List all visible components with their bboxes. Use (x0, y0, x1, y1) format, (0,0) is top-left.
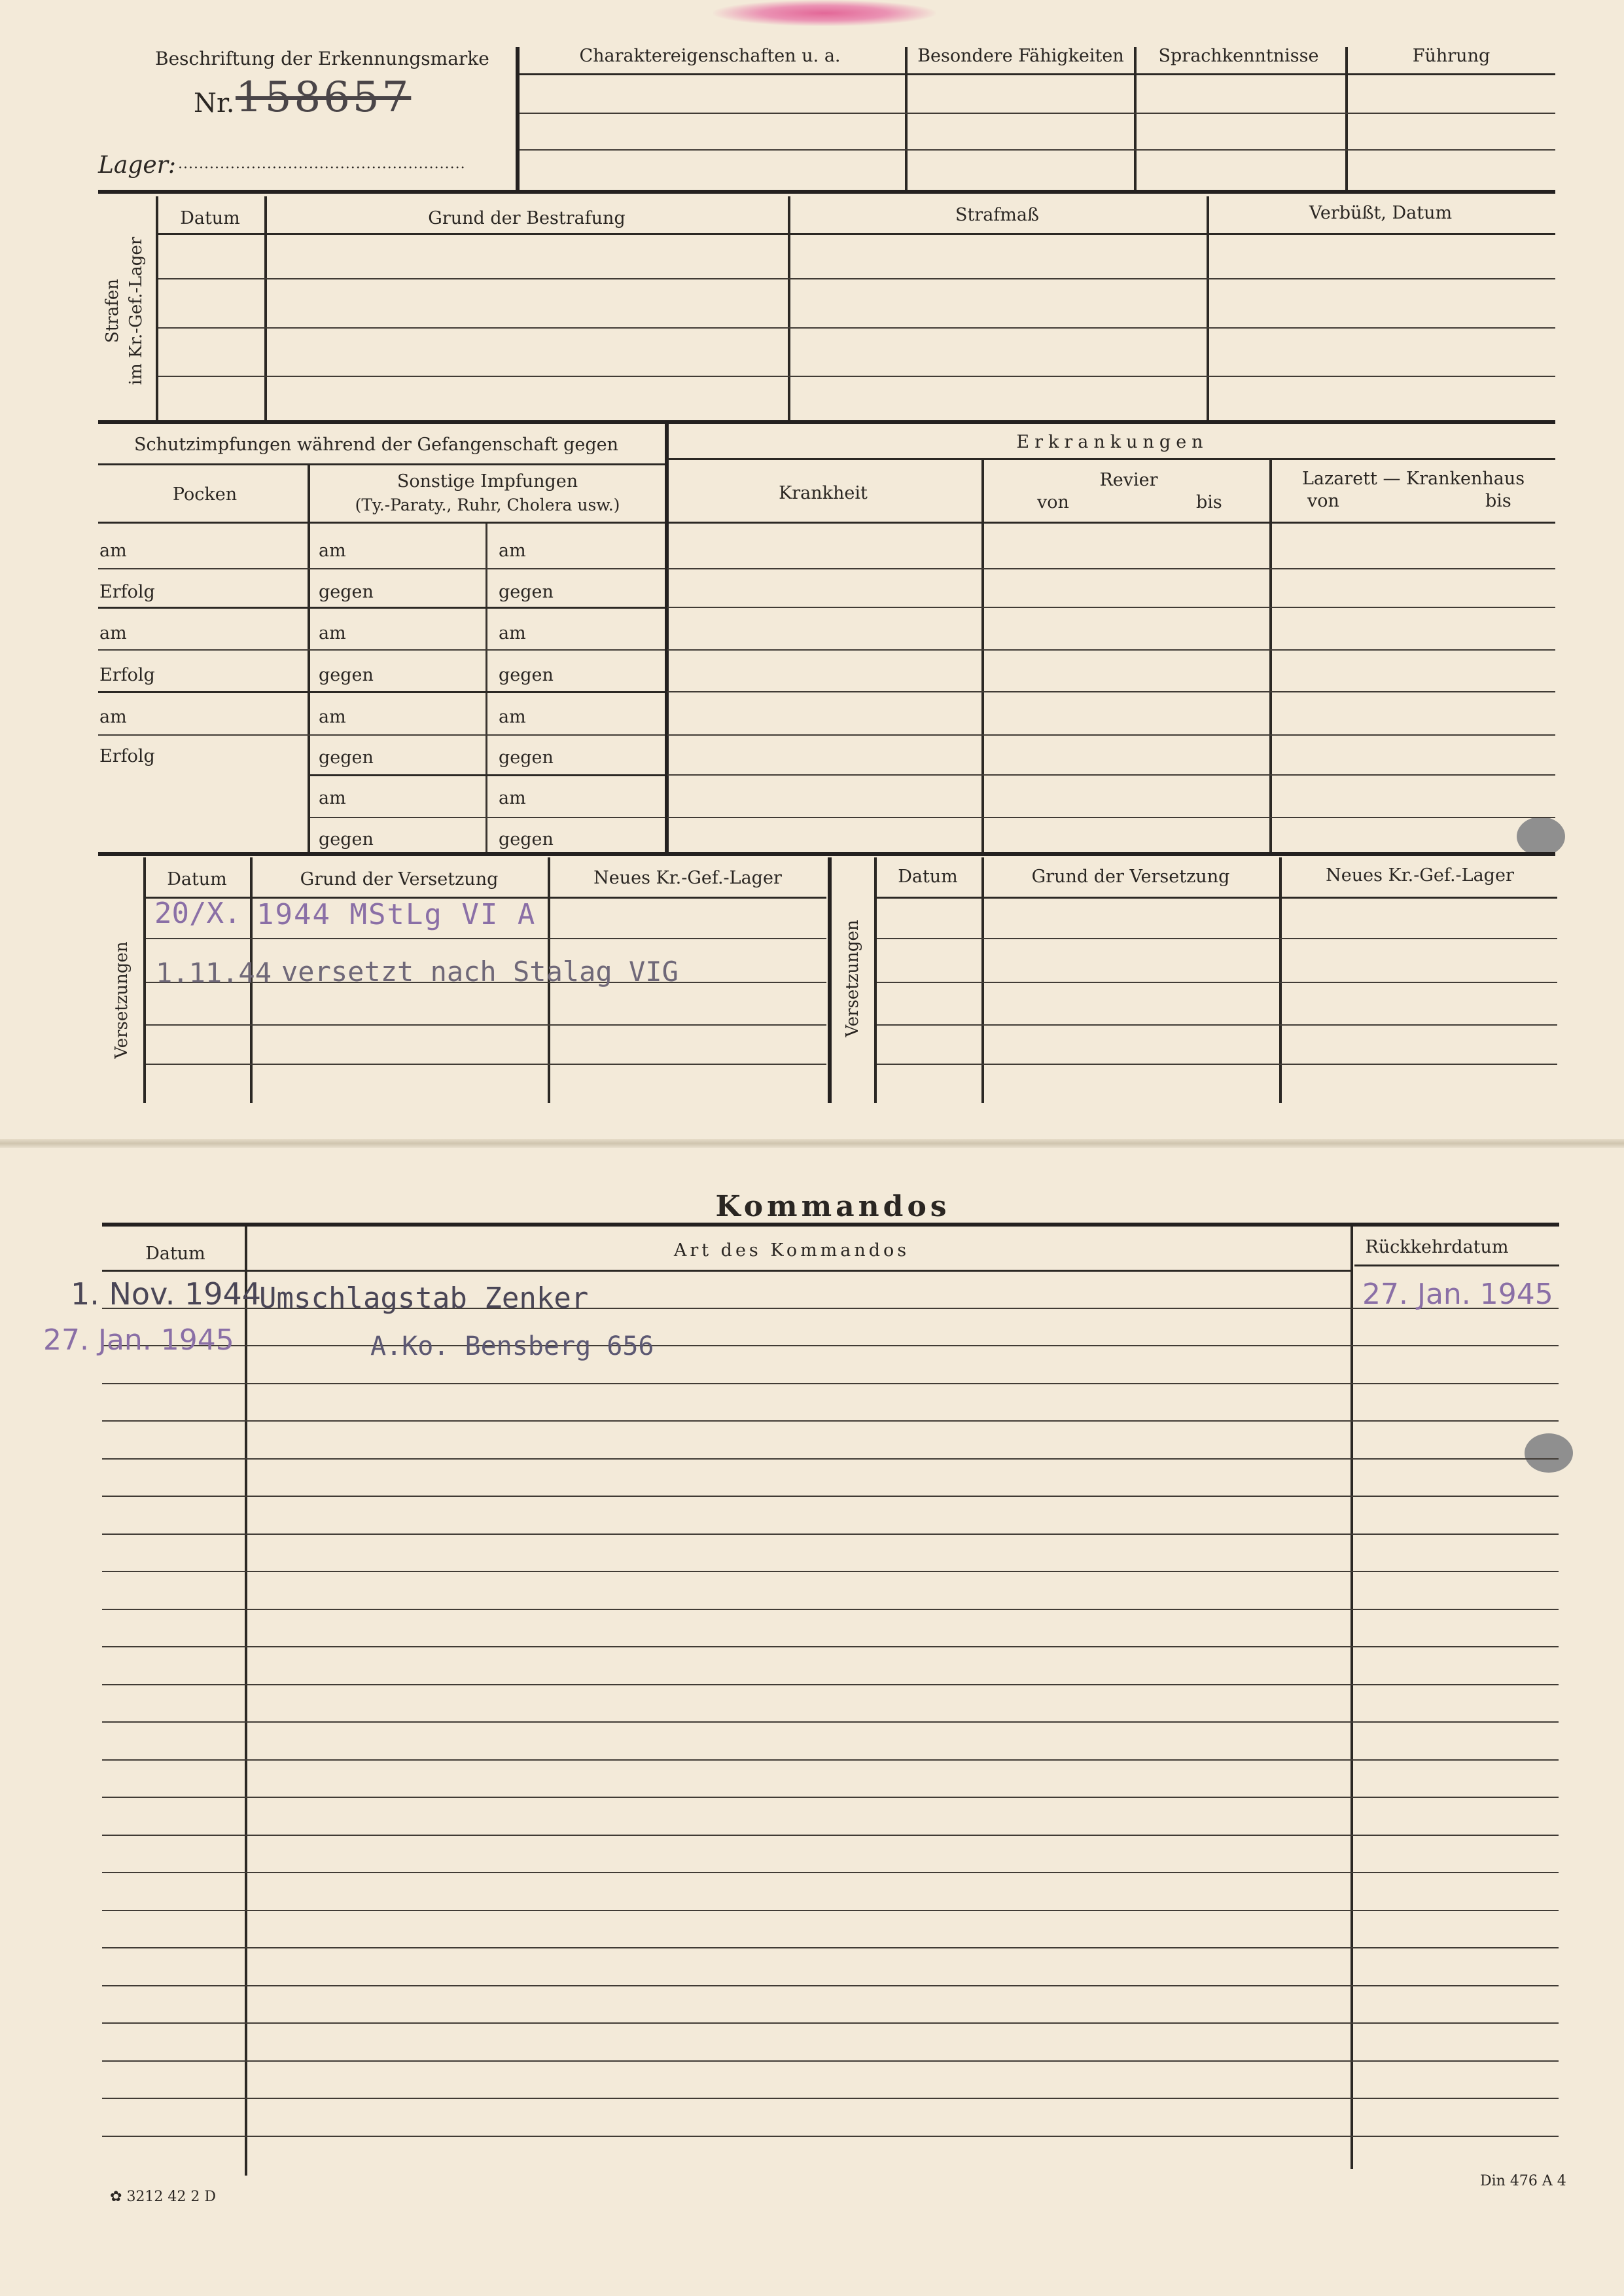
kommandos-col-rueckkehr: Rückkehrdatum (1365, 1237, 1509, 1257)
versetzungen-side-label-right: Versetzungen (843, 920, 862, 1037)
sonst-gegen-2a: gegen (319, 665, 374, 685)
strafen-col-datum: Datum (180, 208, 240, 228)
kommandos-rule (102, 1872, 1559, 1873)
versetzung-1-datum: 20/X. (154, 897, 241, 930)
kommandos-rule (102, 1759, 1559, 1761)
footer-mark (110, 2189, 216, 2205)
kommandos-rule (102, 1947, 1559, 1948)
sonst-am-1a: am (319, 541, 346, 561)
vers-col-lager-left: Neues Kr.-Gef.-Lager (593, 868, 782, 888)
kommandos-col-art: Art des Kommandos (673, 1240, 910, 1261)
sonst-gegen-3b: gegen (499, 747, 554, 768)
footer-right-text: Din 476 A 4 (1480, 2173, 1566, 2189)
kommandos-rule (102, 1910, 1559, 1911)
footer-left-text: 3212 42 2 D (126, 2189, 217, 2205)
strafen-col-strafmass: Strafmaß (955, 205, 1040, 225)
sonst-am-4a: am (319, 788, 346, 808)
kommandos-rule (102, 1345, 1559, 1346)
sonst-gegen-4b: gegen (499, 829, 554, 850)
kommando-1-art: Umschlagstab Zenker (259, 1282, 589, 1315)
sonst-gegen-1b: gegen (499, 582, 554, 602)
kommandos-rule (102, 2136, 1559, 2137)
sonst-gegen-1a: gegen (319, 582, 374, 602)
kommandos-rule (102, 1571, 1559, 1572)
nr-value: 158657 (236, 73, 412, 122)
kommandos-rule (102, 1646, 1559, 1647)
impf-col-sonstige-2: (Ty.-Paraty., Ruhr, Cholera usw.) (355, 495, 620, 514)
pocken-am-3: am (99, 707, 127, 727)
sonst-am-2b: am (499, 623, 526, 643)
sonst-am-1b: am (499, 541, 526, 561)
pocken-erfolg-1: Erfolg (99, 582, 155, 602)
pocken-am-1: am (99, 541, 127, 561)
punch-hole-top (1517, 817, 1565, 856)
col-charaktereigenschaften: Charaktereigenschaften u. a. (579, 46, 841, 66)
kommandos-rule (102, 1496, 1559, 1497)
erk-col-krankheit: Krankheit (779, 483, 868, 503)
kommando-2-datum: 27. Jan. 1945 (43, 1323, 234, 1357)
erk-revier-von: von (1037, 492, 1069, 512)
sonst-am-4b: am (499, 788, 526, 808)
vers-col-grund-left: Grund der Versetzung (300, 869, 499, 889)
versetzung-2-datum: 1.11.44 (156, 957, 272, 989)
erkennungsmarke-title: Beschriftung der Erkennungsmarke (155, 48, 489, 69)
sonst-am-2a: am (319, 623, 346, 643)
lager-dots: ....................................................... (178, 156, 466, 172)
kommandos-rule (102, 2022, 1559, 2024)
pocken-erfolg-2: Erfolg (99, 665, 155, 685)
versetzung-1-text: 1944 MStLg VI A (256, 898, 537, 931)
impf-col-sonstige-1: Sonstige Impfungen (397, 471, 578, 492)
strafen-side-label-1: Strafen (103, 279, 122, 343)
pocken-erfolg-3: Erfolg (99, 746, 155, 766)
kommando-2-art: A.Ko. Bensberg 656 (370, 1331, 654, 1361)
erk-col-lazarett: Lazarett — Krankenhaus (1301, 469, 1525, 489)
sonst-am-3a: am (319, 707, 346, 727)
kommandos-rule (102, 1985, 1559, 1986)
kommandos-rule (102, 1684, 1559, 1685)
vers-col-grund-right: Grund der Versetzung (1031, 867, 1230, 887)
kommandos-rule (102, 1534, 1559, 1535)
erk-col-revier: Revier (1099, 470, 1158, 490)
fold-line (0, 1139, 1624, 1148)
strafen-col-grund: Grund der Bestrafung (428, 208, 626, 228)
pink-stamp-smudge (713, 0, 936, 26)
col-besondere-faehigkeiten: Besondere Fähigkeiten (917, 46, 1124, 66)
sonst-am-3b: am (499, 707, 526, 727)
erk-lazarett-bis: bis (1485, 491, 1511, 511)
sonst-gegen-3a: gegen (319, 747, 374, 768)
impf-col-pocken: Pocken (172, 484, 238, 505)
impfungen-title: Schutzimpfungen während der Gefangenschaft gegen (134, 435, 618, 455)
pocken-am-2: am (99, 623, 127, 643)
printer-mark-icon: ✿ (110, 2189, 122, 2205)
kommandos-ruled-lines (102, 1270, 1561, 2173)
erk-lazarett-von: von (1307, 491, 1339, 511)
kommandos-rule (102, 1458, 1559, 1460)
col-sprachkenntnisse: Sprachkenntnisse (1158, 46, 1319, 66)
kommandos-rule (102, 1835, 1559, 1836)
erkrankungen-title: Erkrankungen (1016, 432, 1209, 452)
kommandos-title: Kommandos (715, 1190, 951, 1223)
lager-label: Lager: (98, 152, 177, 179)
kommando-1-rueckkehr: 27. Jan. 1945 (1362, 1278, 1553, 1311)
kommando-1-datum: 1. Nov. 1944 (71, 1276, 262, 1312)
sonst-gegen-2b: gegen (499, 665, 554, 685)
vers-col-lager-right: Neues Kr.-Gef.-Lager (1326, 865, 1514, 886)
kommandos-rule (102, 1383, 1559, 1384)
vers-col-datum-left: Datum (167, 869, 227, 889)
kommandos-rule (102, 1797, 1559, 1798)
kommandos-rule (102, 2060, 1559, 2062)
kommandos-col-datum: Datum (145, 1244, 205, 1264)
nr-label: Nr. (194, 88, 235, 118)
versetzungen-side-label-left: Versetzungen (112, 941, 132, 1059)
vers-col-datum-right: Datum (898, 867, 958, 887)
kommandos-rule (102, 1609, 1559, 1610)
kommandos-rule (102, 1721, 1559, 1723)
sonst-gegen-4a: gegen (319, 829, 374, 850)
versetzung-2-text: versetzt nach Stalag VIG (281, 956, 679, 988)
strafen-col-verbuesst: Verbüßt, Datum (1309, 203, 1453, 223)
strafen-side-label-2: im Kr.-Gef.-Lager (126, 236, 146, 386)
kommandos-rule (102, 2098, 1559, 2099)
erk-revier-bis: bis (1196, 492, 1222, 512)
kommandos-rule (102, 1420, 1559, 1422)
col-fuehrung: Führung (1412, 46, 1491, 66)
